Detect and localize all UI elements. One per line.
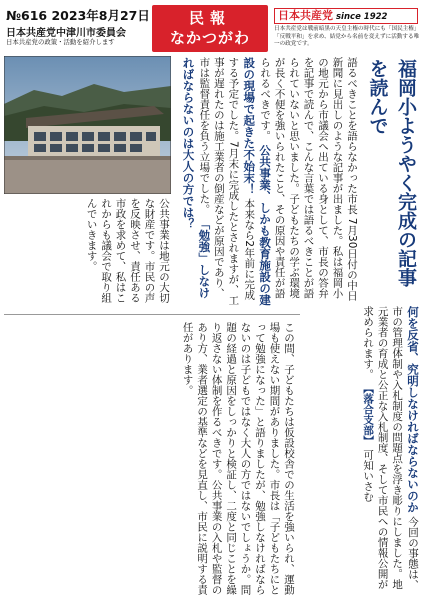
- masthead-subtitle: なかつがわ: [169, 29, 250, 47]
- party-since: since 1922: [336, 12, 388, 22]
- issue-number-date: №616 2023年8月27日: [6, 8, 150, 23]
- article-paragraph: 本来なら2年前に完成する予定でした。7月末に完成したとされますが、工事が遅れたのは施工業者の倒産などが原因であり、市は監督責任を負う立場でした。: [198, 57, 256, 306]
- article-body-lower: この間、子どもたちは仮設校舎での生活を強いられ、運動場も使えない期間がありました。市長は「子どもたちにとって勉強になった」と語りましたが、勉強しなければならないのは子どもではなく大人の方ではないでしょうか。問題の経過と原因をしっかりと検証し、二度と同じことを繰り返さない体制を作るべきです。公共事業の入札や監督のあり方、業者選定の基準などを見直し、市民に説明する責任があります。: [181, 322, 295, 595]
- party-badge: [274, 8, 418, 24]
- article-lead: 語るべきことを語らなかった市長 7月30日付の中日新聞に見出しのような記事が出ました。私は福岡小の地元から市議会へ出ている身として、市長の答弁を記事で読んで、こんな言葉では語るべきことが語られていないと思いました。子どもたちの学ぶ環境が長く不便を強いられたこと、その原因や責任が語られるべきです。: [259, 57, 358, 301]
- committee-name: 日本共産党中津川市委員会: [6, 28, 126, 39]
- article-paragraph-right: 今回の事態は、市の管理体制や入札制度の問題点を浮き彫りにしました。地元業者の育成と公正な入札制度、そして市民への情報公開が求められます。: [362, 306, 419, 590]
- masthead-title: 民報: [188, 9, 231, 27]
- subheading-study: 「勉強」しなければならないのは大人の方では？: [181, 57, 212, 299]
- party-description: 日本共産党は戦前暗黒の天皇主権の時代にも「国民主権」「反戦平和」を求め、結党から名前を変えずに活動する唯一の政党です。: [274, 26, 420, 48]
- masthead-logo: [152, 5, 268, 52]
- party-name: 日本共産党: [278, 9, 333, 22]
- tagline: 日本共産党の政策・活動を紹介します: [6, 38, 115, 46]
- subheading-reflection: 何を反省、究明しなければならないのか: [406, 306, 420, 513]
- article-body-right: [300, 306, 420, 597]
- divider: [4, 314, 300, 315]
- subheading-construction: 公共事業、しかも教育施設の建設の現場で起きた不始末！: [242, 57, 273, 306]
- photo-side-text: 公共事業は地元の大切な財産です。市民の声を反映させ、責任ある市政を求めて、私はこれからも議会で取り組んでいきます。: [85, 198, 170, 303]
- article-body-upper: [175, 57, 359, 307]
- signature-name: 可知いさむ: [362, 449, 375, 502]
- school-photo: [4, 56, 171, 194]
- article-headline: 福岡小ようやく完成の記事を読んで: [366, 59, 417, 287]
- signature-org: 【落合支部】: [362, 382, 375, 446]
